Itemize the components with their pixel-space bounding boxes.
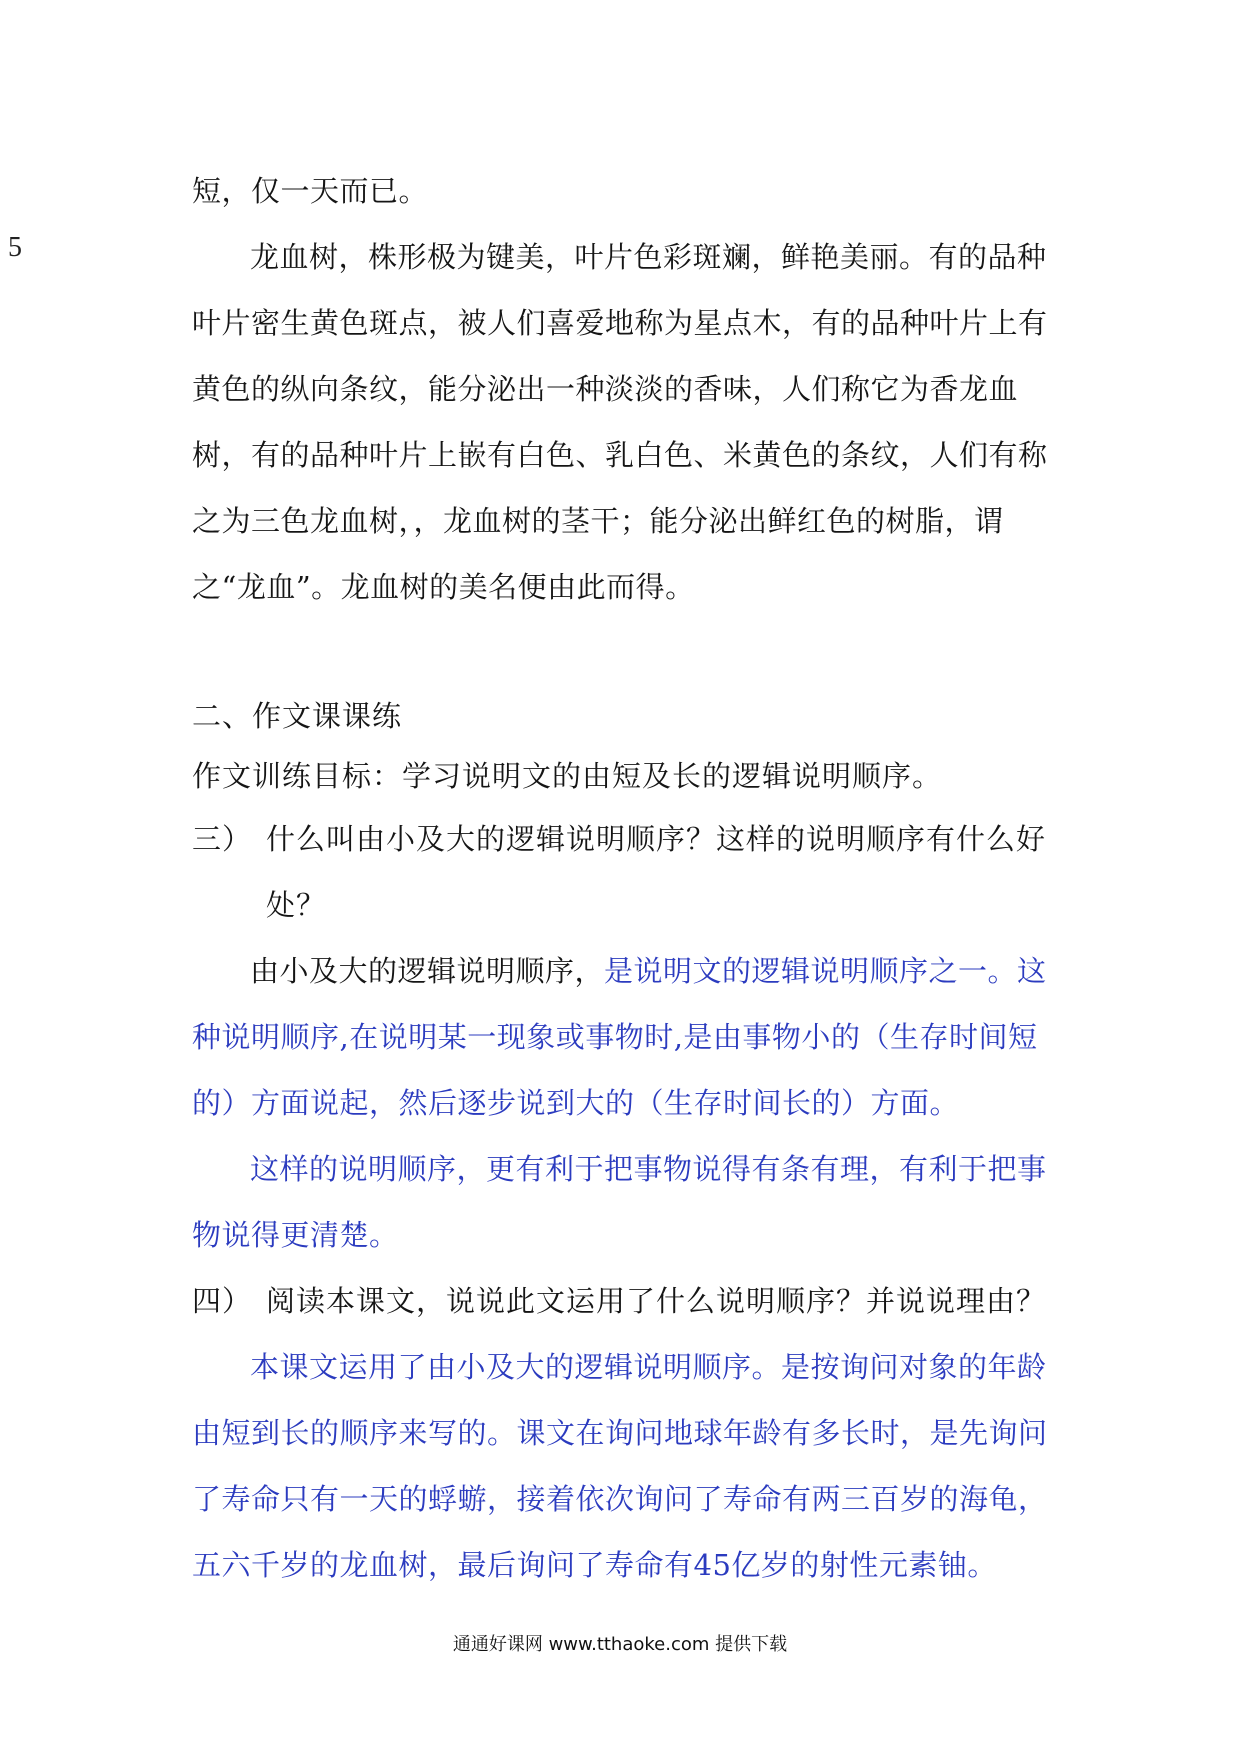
question-3-label: 三） [192, 822, 253, 856]
document-body [192, 158, 1058, 1598]
question-4-label: 四） [192, 1284, 253, 1318]
question-4-text: 阅读本课文，说说此文运用了什么说明顺序？并说说理由？ [266, 1284, 1047, 1318]
question-3-text-cont: 处？ [266, 888, 327, 922]
paragraph-continuation: 短，仅一天而已。 [192, 174, 429, 208]
answer-3-second: 这样的说明顺序，更有利于把事物说得有条有理，有利于把事物说得更清楚。 [192, 1152, 1047, 1252]
training-goal: 作文训练目标：学习说明文的由短及长的逻辑说明顺序。 [192, 759, 943, 793]
section-heading: 二、作文课课练 [192, 699, 403, 733]
answer-3-body: 是说明文的逻辑说明顺序之一。这种说明顺序,在说明某一现象或事物时,是由事物小的（生存时间短的）方面说起，然后逐步说到大的（生存时间长的）方面。 [192, 954, 1047, 1120]
margin-line-number: 5 [8, 232, 22, 263]
paragraph-dragon-blood-tree: 龙血树，株形极为键美，叶片色彩斑斓，鲜艳美丽。有的品种叶片密生黄色斑点，被人们喜爱地称为星点木，有的品种叶片上有黄色的纵向条纹，能分泌出一种淡淡的香味，人们称它为香龙血树，有的品种叶片上嵌有白色、乳白色、米黄色的条纹，人们有称之为三色龙血树，，龙血树的茎干；能分泌出鲜红色的树脂，谓之“龙血”。龙血树的美名便由此而得。 [192, 240, 1048, 604]
page-footer: 通通好课网 www.tthaoke.com 提供下载 [452, 1634, 788, 1655]
blank-spacer [192, 620, 1058, 686]
question-3 [192, 806, 1058, 872]
question-4 [192, 1268, 1058, 1334]
question-3-text: 什么叫由小及大的逻辑说明顺序？这样的说明顺序有什么好 [266, 822, 1047, 856]
answer-4: 本课文运用了由小及大的逻辑说明顺序。是按询问对象的年龄由短到长的顺序来写的。课文在询问地球年龄有多长时，是先询问了寿命只有一天的蜉蝣，接着依次询问了寿命有两三百岁的海龟，五六千岁的龙血树，最后询问了寿命有45亿岁的射性元素铀。 [192, 1350, 1048, 1582]
answer-3 [192, 938, 1058, 1136]
answer-3-lead: 由小及大的逻辑说明顺序， [250, 954, 605, 988]
